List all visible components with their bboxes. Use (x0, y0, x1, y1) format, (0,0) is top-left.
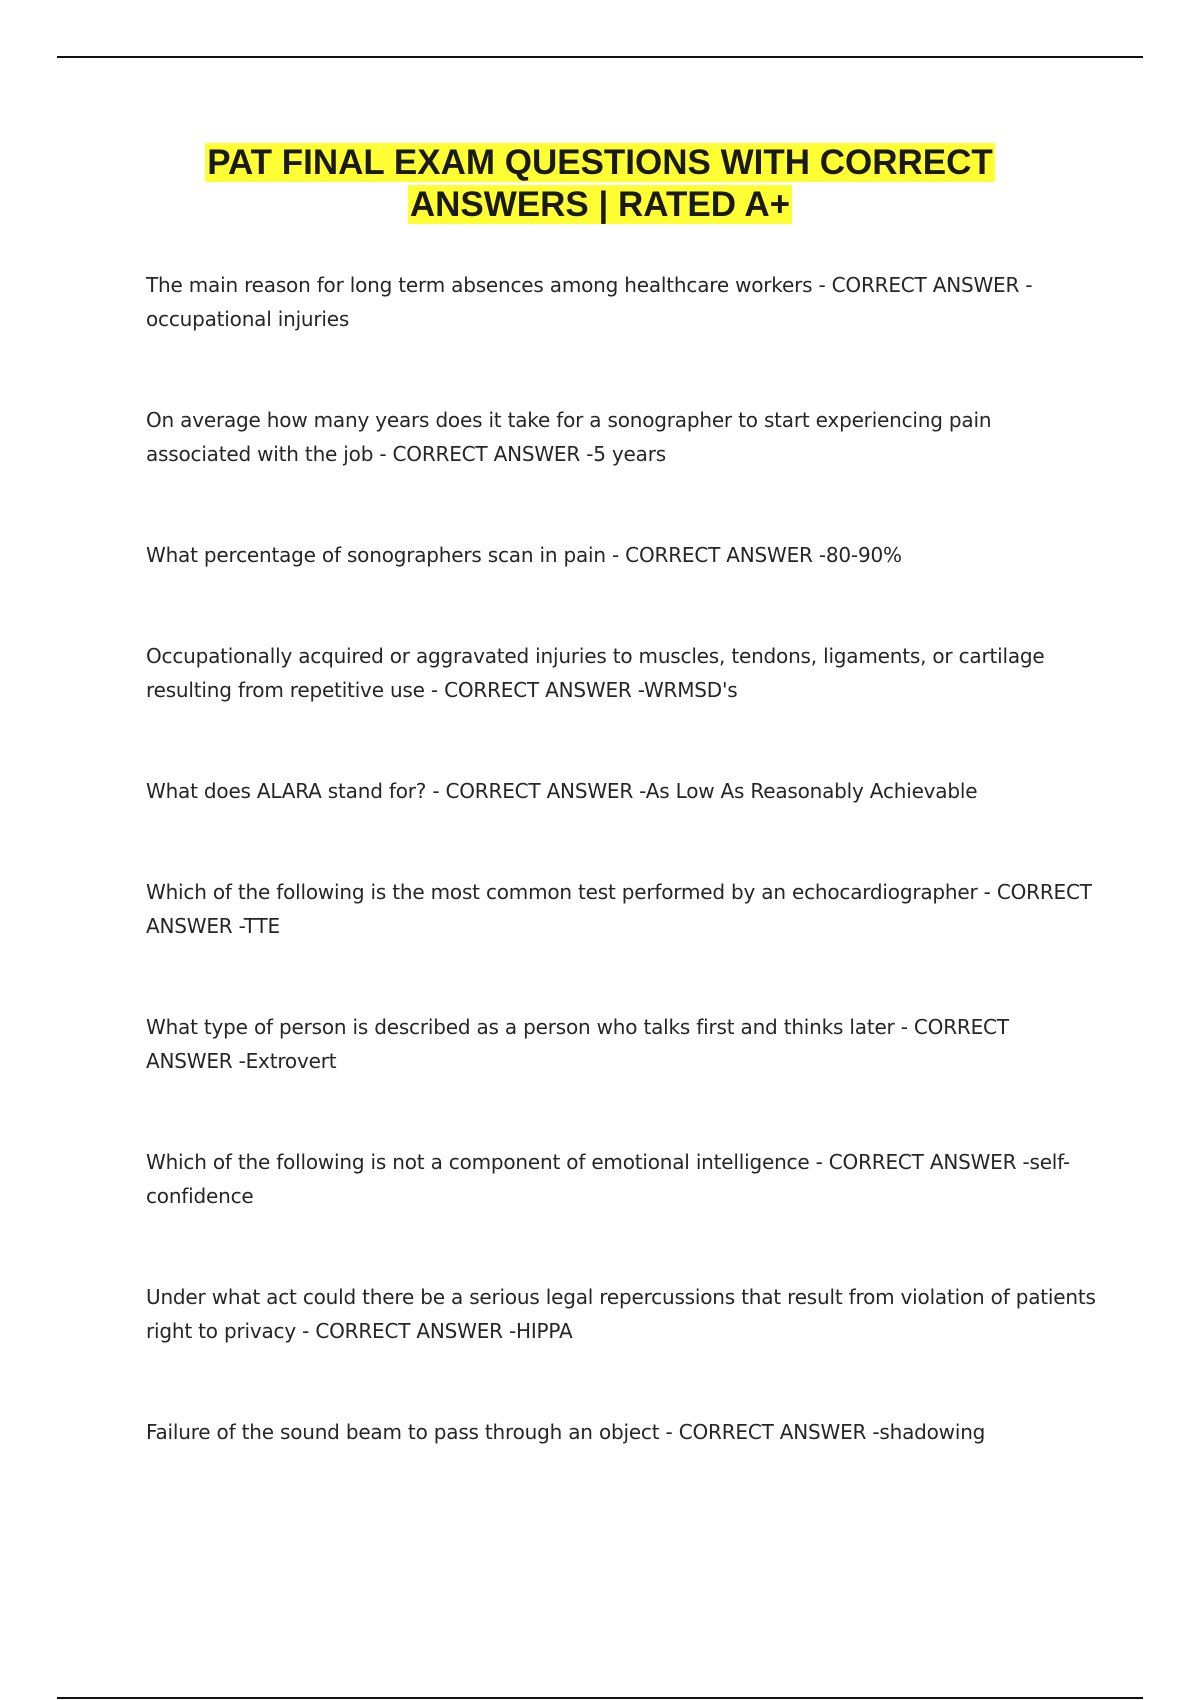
qa-item: Occupationally acquired or aggravated injuries to muscles, tendons, ligaments, or cartilage resulting from repetitive use - CORRECT ANSWER -WRMSD's (146, 644, 1045, 702)
qa-item: On average how many years does it take for a sonographer to start experiencing pain associated with the job - CORRECT ANSWER -5 years (146, 408, 992, 466)
qa-item: What percentage of sonographers scan in pain - CORRECT ANSWER -80-90% (146, 543, 902, 567)
qa-item: The main reason for long term absences among healthcare workers - CORRECT ANSWER - occupational injuries (146, 273, 1033, 331)
top-divider (57, 56, 1143, 58)
qa-item: Which of the following is not a component of emotional intelligence - CORRECT ANSWER -self-confidence (146, 1150, 1070, 1208)
document-title (205, 143, 995, 224)
qa-item: What type of person is described as a person who talks first and thinks later - CORRECT ANSWER -Extrovert (146, 1015, 1009, 1073)
qa-item: Failure of the sound beam to pass through an object - CORRECT ANSWER -shadowing (146, 1420, 986, 1444)
qa-item: What does ALARA stand for? - CORRECT ANSWER -As Low As Reasonably Achievable (146, 779, 978, 803)
question-answer-list (146, 268, 1096, 1516)
title-line-2: ANSWERS | RATED A+ (409, 185, 791, 224)
bottom-divider (57, 1697, 1143, 1699)
document-title-block (0, 142, 1200, 226)
qa-item: Under what act could there be a serious legal repercussions that result from violation of patients right to privacy - CORRECT ANSWER -HIPPA (146, 1285, 1096, 1343)
qa-item: Which of the following is the most common test performed by an echocardiographer - CORRECT ANSWER -TTE (146, 880, 1092, 938)
title-line-1: PAT FINAL EXAM QUESTIONS WITH CORRECT (207, 143, 993, 182)
